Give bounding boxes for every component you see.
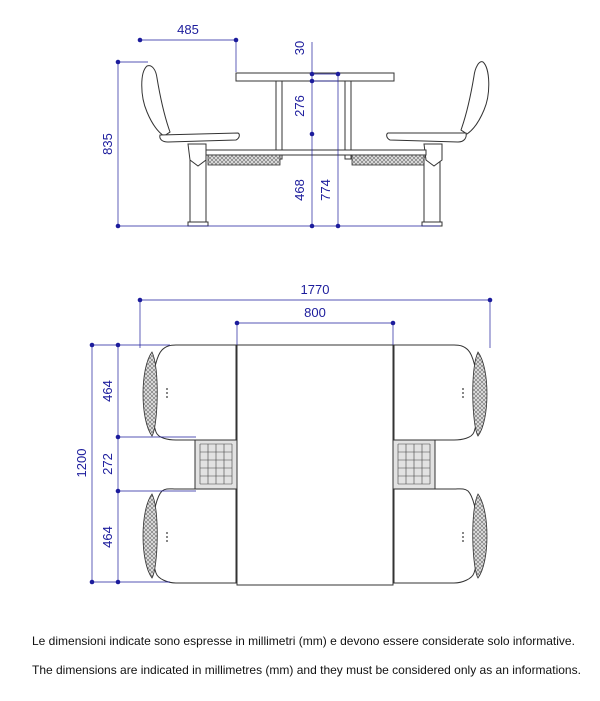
dim-side-835: 835 (100, 133, 115, 155)
basket-right-side (352, 155, 424, 165)
frame-beam (206, 150, 426, 155)
table-post-right (345, 81, 351, 159)
left-backrest (142, 66, 170, 136)
left-seat (160, 133, 240, 142)
table-top-plan (237, 345, 393, 585)
right-seat (387, 133, 467, 142)
table-side (206, 73, 426, 165)
side-view (100, 22, 489, 228)
right-backrest (461, 62, 489, 134)
chair-plan-bottom-left (143, 489, 236, 583)
basket-left-side (208, 155, 280, 165)
side-dimensions (100, 22, 440, 228)
dim-side-774: 774 (318, 179, 333, 201)
dim-side-485: 485 (177, 22, 199, 37)
note-italian: Le dimensioni indicate sono espresse in millimetri (mm) e devono essere considerate solo informative. (32, 634, 575, 648)
dim-plan-272: 272 (100, 453, 115, 475)
right-leg-foot (422, 222, 442, 226)
left-leg-foot (188, 222, 208, 226)
dim-plan-1200: 1200 (74, 448, 89, 478)
dim-side-468: 468 (292, 179, 307, 201)
dim-plan-464-bottom: 464 (100, 526, 115, 548)
note-english: The dimensions are indicated in millimetres (mm) and they must be considered only as an informations. (32, 663, 581, 677)
left-chair-side (142, 66, 240, 226)
chair-plan-top-right (394, 345, 487, 440)
dim-plan-464-top: 464 (100, 380, 115, 402)
right-leg (424, 157, 440, 225)
dim-plan-800: 800 (304, 305, 326, 320)
dim-side-30: 30 (292, 40, 307, 56)
plan-view (74, 282, 492, 585)
table-post-left (276, 81, 282, 159)
chair-plan-top-left (143, 345, 236, 440)
dim-side-276: 276 (292, 95, 307, 117)
chair-plan-bottom-right (394, 489, 487, 583)
right-chair-side (387, 62, 489, 226)
left-leg (190, 157, 206, 225)
dim-plan-1770: 1770 (300, 282, 330, 297)
